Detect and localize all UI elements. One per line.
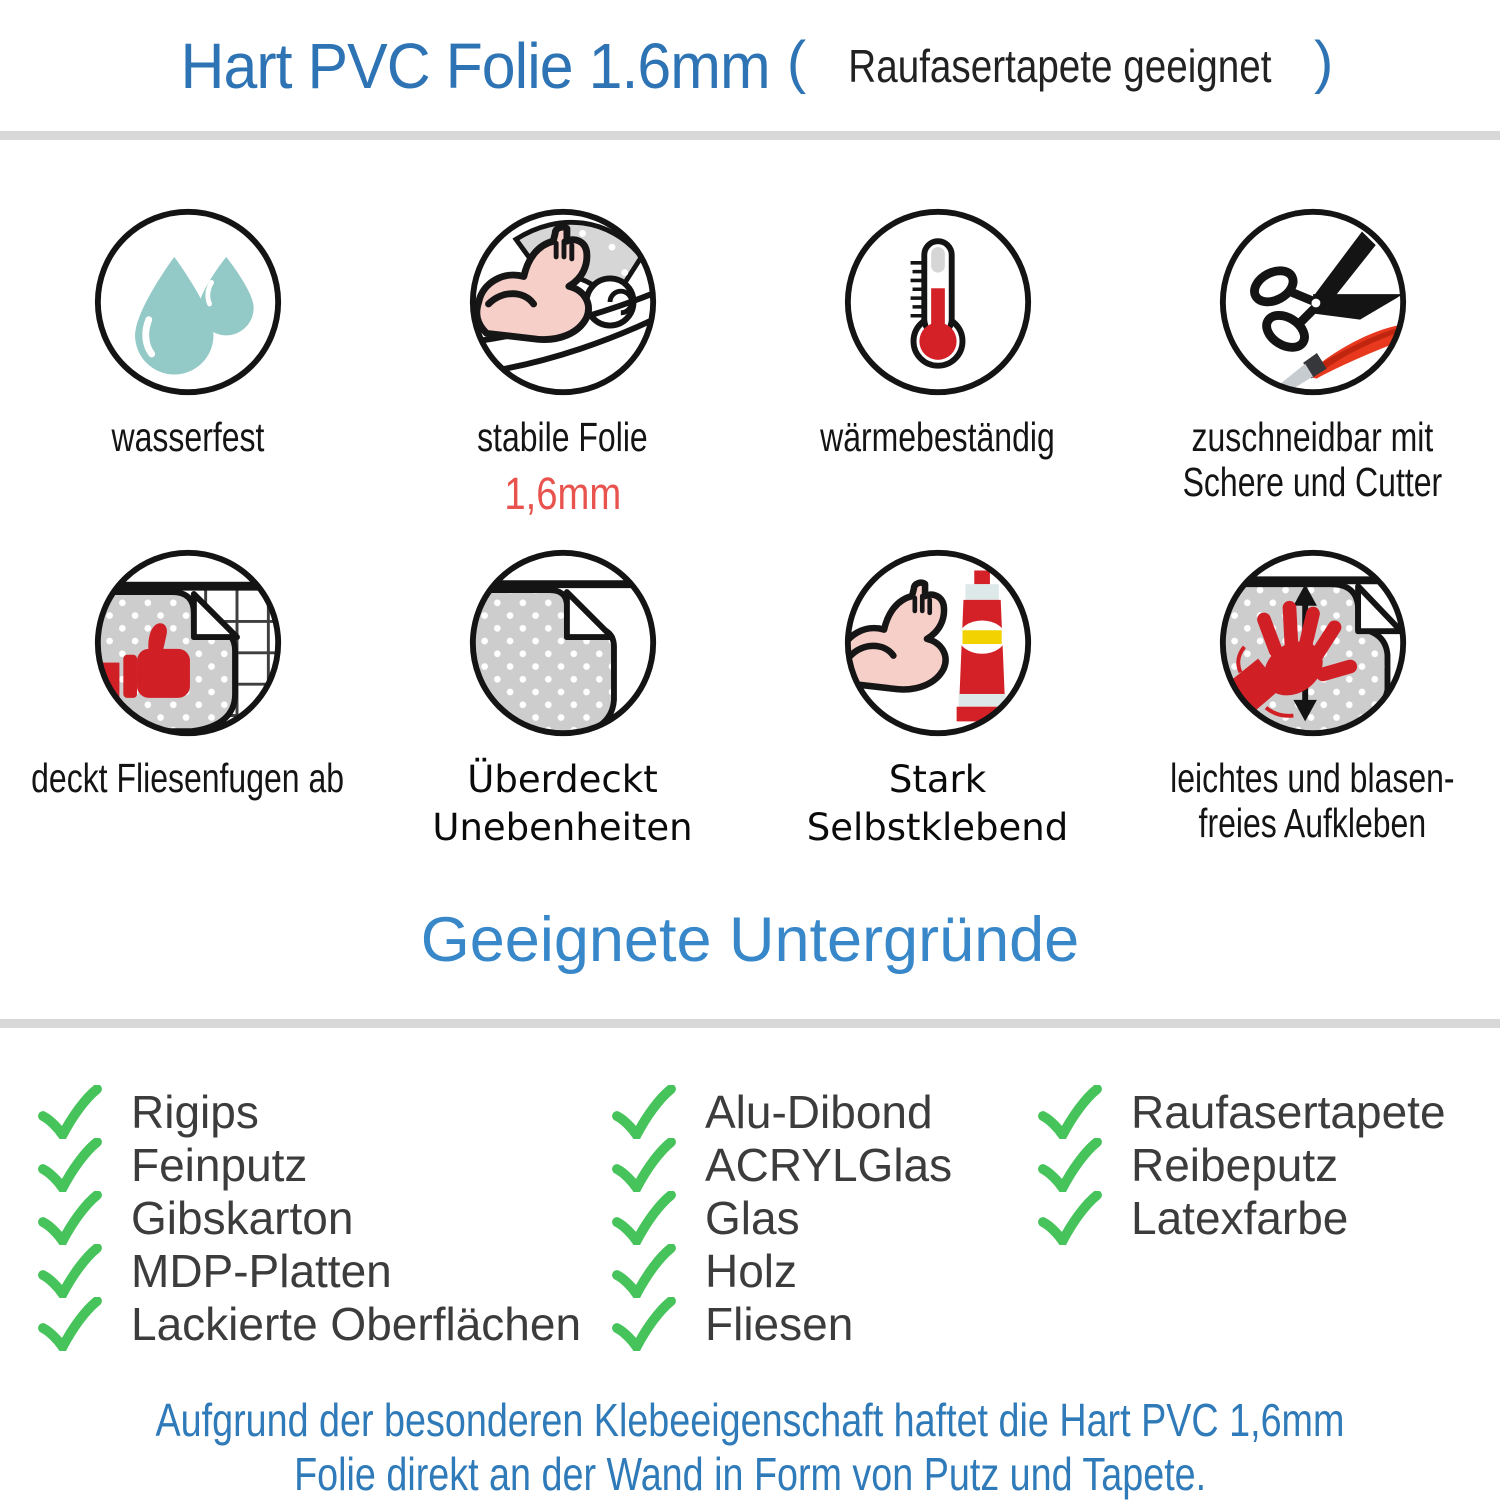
substrate-label: Fliesen bbox=[705, 1297, 854, 1350]
feature-caption bbox=[432, 756, 692, 852]
caption-line: deckt Fliesenfugen ab bbox=[31, 755, 344, 801]
foil-fold-icon bbox=[465, 545, 661, 741]
caption-line: wärmebeständig bbox=[820, 414, 1055, 460]
caption-line: Unebenheiten bbox=[432, 806, 693, 850]
feature-easy-application bbox=[1125, 545, 1500, 852]
caption-line: freies Aufkleben bbox=[1198, 800, 1427, 847]
caption-line: Selbstklebend bbox=[806, 806, 1069, 850]
check-icon bbox=[1038, 1138, 1102, 1192]
paren-close: ) bbox=[1313, 30, 1334, 95]
substrate-label: Gibskarton bbox=[131, 1191, 354, 1244]
check-icon bbox=[612, 1244, 676, 1298]
check-icon bbox=[38, 1191, 102, 1245]
substrate-label: Raufasertapete bbox=[1131, 1085, 1446, 1138]
substrates-column-1 bbox=[38, 1085, 581, 1350]
substrate-item bbox=[38, 1244, 581, 1297]
substrate-label: Rigips bbox=[131, 1085, 259, 1138]
substrate-label: Glas bbox=[705, 1191, 800, 1244]
check-icon bbox=[612, 1085, 676, 1139]
substrate-label: Holz bbox=[705, 1244, 798, 1297]
substrate-item bbox=[1038, 1138, 1446, 1191]
substrate-item bbox=[612, 1191, 952, 1244]
hand-smoothing-foil-icon bbox=[1215, 545, 1411, 741]
check-icon bbox=[612, 1138, 676, 1192]
substrates-column-2 bbox=[612, 1085, 952, 1350]
check-icon bbox=[1038, 1085, 1102, 1139]
feature-waterproof bbox=[0, 204, 375, 545]
check-icon bbox=[38, 1085, 102, 1139]
scissors-cutter-icon bbox=[1215, 204, 1411, 400]
caption-line: Überdeckt bbox=[467, 758, 658, 801]
feature-covers-tile-joints bbox=[0, 545, 375, 852]
page-subtitle: Raufasertapete geeignet bbox=[848, 39, 1272, 92]
substrate-label: Lackierte Oberflächen bbox=[131, 1297, 582, 1350]
substrate-item bbox=[612, 1085, 952, 1138]
divider-middle bbox=[0, 1019, 1500, 1028]
feature-caption bbox=[1183, 415, 1443, 505]
substrate-label: Latexfarbe bbox=[1131, 1191, 1349, 1244]
feature-cuttable bbox=[1125, 204, 1500, 545]
substrate-item bbox=[612, 1297, 952, 1350]
caption-line: zuschneidbar mit bbox=[1191, 414, 1434, 460]
caption-line: leichtes und blasen- bbox=[1170, 755, 1455, 801]
divider-top bbox=[0, 131, 1500, 140]
substrate-label: ACRYLGlas bbox=[705, 1138, 953, 1191]
feature-caption bbox=[807, 756, 1068, 852]
caption-line: wasserfest bbox=[111, 414, 264, 460]
substrate-label: Feinputz bbox=[131, 1138, 308, 1191]
water-drops-icon bbox=[90, 204, 286, 400]
check-icon bbox=[38, 1244, 102, 1298]
check-icon bbox=[38, 1297, 102, 1351]
caption-line: stabile Folie bbox=[477, 414, 648, 460]
tile-joints-thumb-up-icon bbox=[90, 545, 286, 741]
page-title: Hart PVC Folie 1.6mm bbox=[180, 29, 770, 102]
paren-open: ( bbox=[786, 30, 807, 95]
feature-grid bbox=[0, 204, 1500, 852]
substrate-item bbox=[38, 1085, 581, 1138]
check-icon bbox=[612, 1191, 676, 1245]
footer-line: Aufgrund der besonderen Klebeeigenschaft haftet die Hart PVC 1,6mm bbox=[155, 1394, 1345, 1447]
footer-line: Folie direkt an der Wand in Form von Putz und Tapete. bbox=[293, 1448, 1207, 1500]
substrate-label: Alu-Dibond bbox=[705, 1085, 933, 1138]
check-icon bbox=[1038, 1191, 1102, 1245]
feature-stable-foil bbox=[375, 204, 750, 545]
feature-heat-resistant bbox=[750, 204, 1125, 545]
feature-caption bbox=[820, 415, 1055, 460]
substrate-item bbox=[1038, 1191, 1446, 1244]
feature-caption bbox=[111, 415, 264, 460]
substrate-label: Reibeputz bbox=[1131, 1138, 1339, 1191]
title-line bbox=[165, 29, 1336, 103]
strong-arm-glue-tube-icon bbox=[840, 545, 1036, 741]
thickness-highlight: 1,6mm bbox=[504, 468, 621, 520]
feature-self-adhesive bbox=[750, 545, 1125, 852]
caption-line: Stark bbox=[888, 758, 987, 801]
feature-caption bbox=[1170, 756, 1454, 846]
substrate-item bbox=[38, 1138, 581, 1191]
substrate-item bbox=[1038, 1085, 1446, 1138]
feature-caption bbox=[31, 756, 344, 801]
header bbox=[0, 0, 1500, 131]
substrate-label: MDP-Platten bbox=[131, 1244, 392, 1297]
feature-caption bbox=[477, 415, 648, 460]
substrates-column-3 bbox=[1038, 1085, 1446, 1244]
check-icon bbox=[38, 1138, 102, 1192]
substrates-heading: Geeignete Untergründe bbox=[420, 905, 1080, 976]
footer-note bbox=[0, 1394, 1500, 1500]
strong-arm-foil-roll-icon bbox=[465, 204, 661, 400]
thermometer-icon bbox=[840, 204, 1036, 400]
substrate-item bbox=[612, 1138, 952, 1191]
feature-covers-unevenness bbox=[375, 545, 750, 852]
substrates-list bbox=[0, 1085, 1500, 1351]
substrate-item bbox=[38, 1297, 581, 1350]
caption-line: Schere und Cutter bbox=[1182, 459, 1443, 506]
check-icon bbox=[612, 1297, 676, 1351]
substrate-item bbox=[38, 1191, 581, 1244]
substrate-item bbox=[612, 1244, 952, 1297]
